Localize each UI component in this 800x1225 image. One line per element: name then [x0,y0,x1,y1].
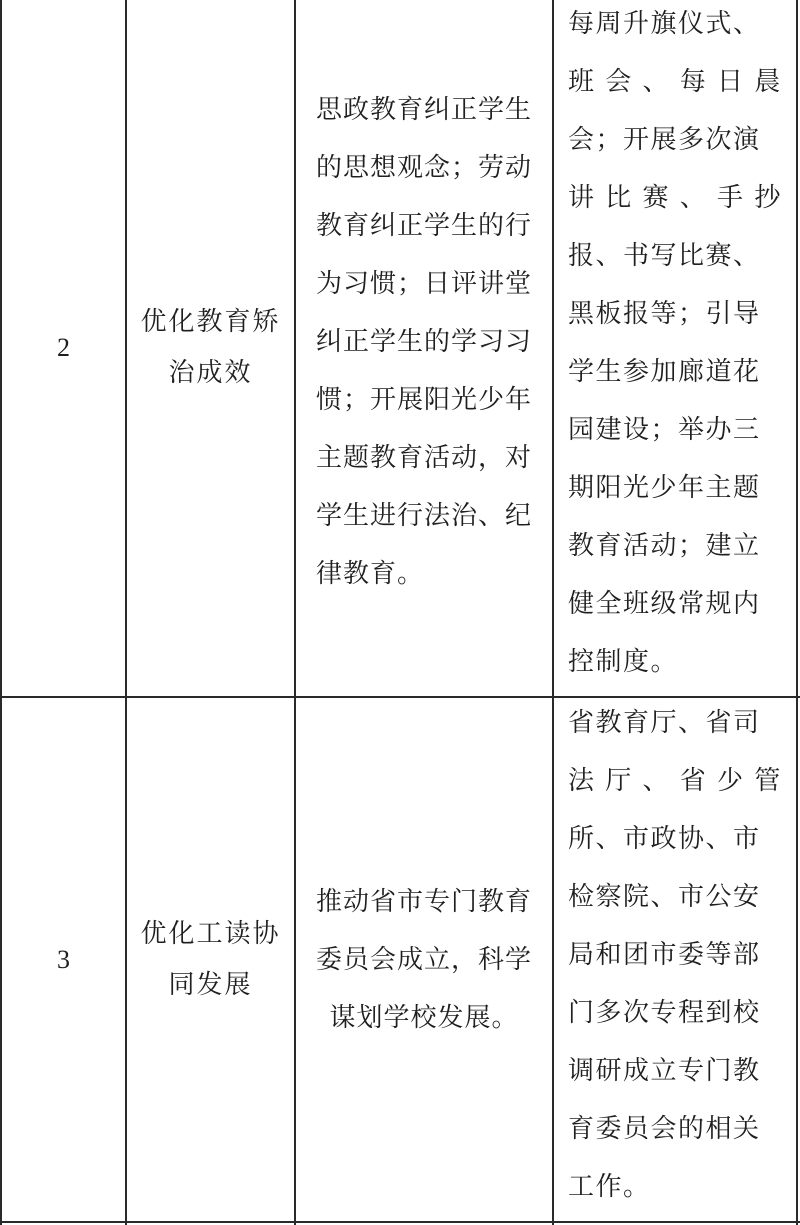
results-line: 局和团市委等部 [568,940,761,970]
table-cell-results [554,698,796,1221]
results-line: 学生参加廊道花 [568,357,761,387]
row-number: 2 [57,333,70,362]
results-line: 教育活动；建立 [568,531,761,561]
results-line: 法 厅 、 省 少 管 [568,766,782,796]
results-line: 工作。 [568,1172,651,1202]
measures-line: 推动省市专门教育 [315,886,532,917]
measures-line: 教育纠正学生的行 [315,210,532,241]
table-cell-item [127,698,294,1221]
measures-text [316,873,532,1047]
measures-line: 主题教育活动，对 [315,442,532,473]
item-line: 优化工读协 [140,918,281,949]
results-line: 黑板报等；引导 [568,299,761,329]
table-cell-number [2,698,125,1221]
results-line: 调研成立专门教 [568,1056,761,1086]
results-line: 健全班级常规内 [568,589,761,619]
results-line: 门多次专程到校 [568,998,761,1028]
item-line: 优化教育矫 [140,307,281,337]
table-cell-measures [296,698,552,1221]
measures-text [316,81,532,603]
results-line: 育委员会的相关 [568,1114,761,1144]
table-cell-item [127,0,294,696]
item-line: 同发展 [168,969,253,1000]
results-text [568,0,782,691]
item-line: 治成效 [168,358,253,388]
table-border-right [796,0,798,1225]
results-text [568,694,782,1216]
results-line: 省教育厅、省司 [568,708,761,738]
row-number: 3 [57,944,70,974]
table-border-bottom [0,1221,800,1223]
item-text [140,297,280,399]
results-line: 会；开展多次演 [568,125,761,155]
measures-line: 的思想观念；劳动 [315,152,532,183]
measures-line: 思政教育纠正学生 [315,94,532,125]
results-line: 期阳光少年主题 [568,473,761,503]
table-cell-results [554,0,796,696]
item-text [140,909,280,1011]
measures-line: 学生进行法治、纪 [315,500,532,531]
results-line: 报、书写比赛、 [568,241,761,271]
measures-line: 谋划学校发展。 [329,1002,519,1033]
results-line: 班 会 、 每 日 晨 [568,67,782,97]
measures-line: 纠正学生的学习习 [315,326,532,357]
results-line: 每周升旗仪式、 [568,9,761,39]
table-cell-number [2,0,125,696]
results-line: 园建设；举办三 [568,415,761,445]
table-cell-measures [296,0,552,696]
results-line: 所、市政协、市 [568,824,761,854]
measures-line: 委员会成立，科学 [315,944,532,975]
measures-line: 律教育。 [315,558,424,589]
measures-line: 惯；开展阳光少年 [315,384,532,415]
measures-line: 为习惯；日评讲堂 [315,268,532,299]
results-line: 讲 比 赛 、 手 抄 [568,183,782,213]
results-line: 控制度。 [568,647,679,677]
results-line: 检察院、市公安 [568,882,761,912]
